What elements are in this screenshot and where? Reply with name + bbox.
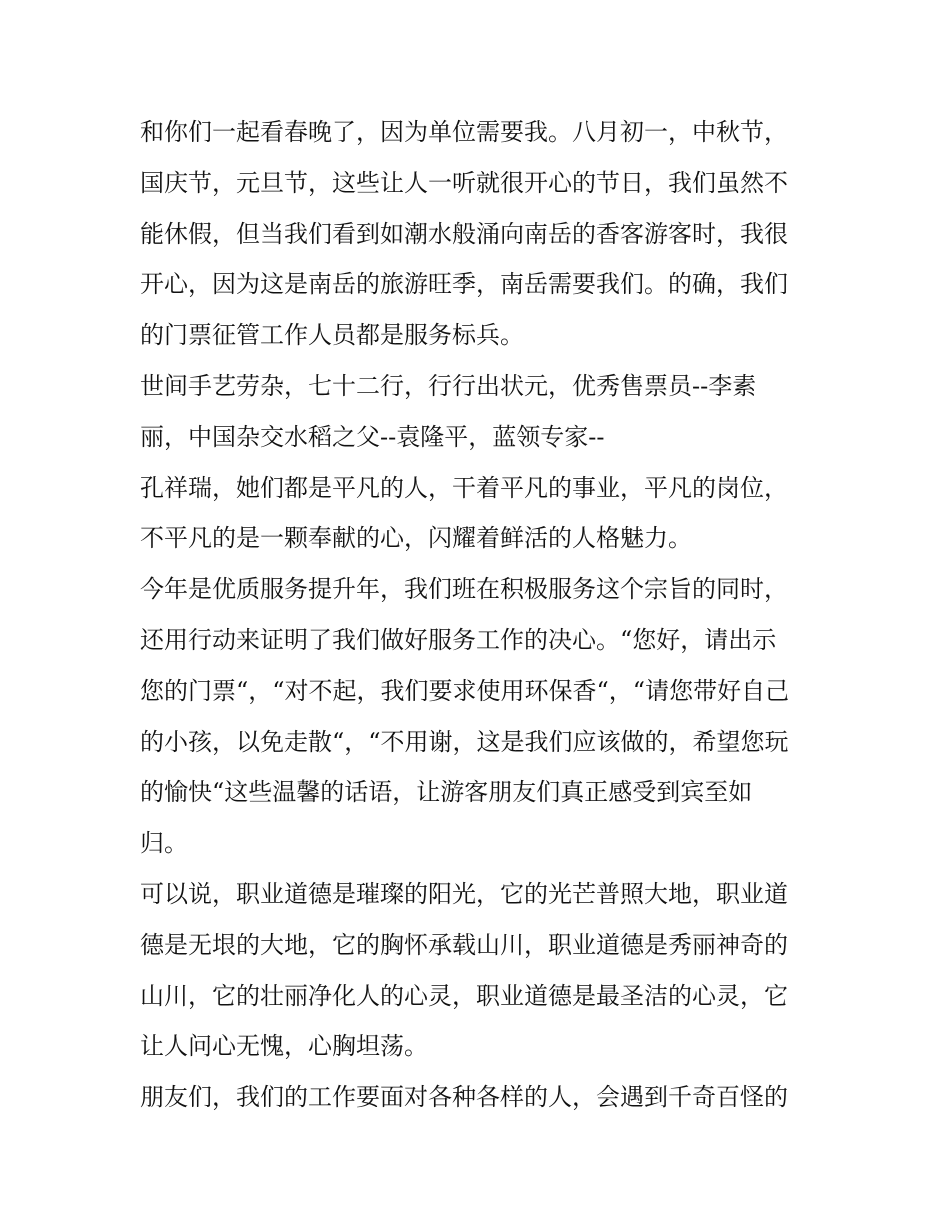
text-line: 朋友们，我们的工作要面对各种各样的人，会遇到千奇百怪的 xyxy=(140,1083,788,1112)
body-text xyxy=(140,107,820,1123)
text-line: 的愉快“这些温馨的话语，让游客朋友们真正感受到宾至如 xyxy=(140,778,753,807)
text-line: 今年是优质服务提升年，我们班在积极服务这个宗旨的同时， xyxy=(140,575,788,604)
text-line: 您的门票“，“对不起，我们要求使用环保香“，“请您带好自己 xyxy=(140,676,790,705)
text-line: 还用行动来证明了我们做好服务工作的决心。“您好，请出示 xyxy=(140,625,777,654)
text-line: 和你们一起看春晚了，因为单位需要我。八月初一，中秋节， xyxy=(140,118,788,146)
text-line: 世间手艺劳杂，七十二行，行行出状元，优秀售票员--李素 xyxy=(140,371,757,400)
text-line: 能休假，但当我们看到如潮水般涌向南岳的香客游客时，我很 xyxy=(140,219,788,248)
text-line: 的门票征管工作人员都是服务标兵。 xyxy=(140,321,524,350)
text-line: 可以说，职业道德是璀璨的阳光，它的光芒普照大地，职业道 xyxy=(140,879,788,908)
text-line: 的小孩，以免走散“，“不用谢，这是我们应该做的，希望您玩 xyxy=(140,727,789,756)
text-line: 归。 xyxy=(140,829,188,858)
text-line: 孔祥瑞，她们都是平凡的人，干着平凡的事业，平凡的岗位， xyxy=(140,473,788,502)
text-line: 山川，它的壮丽净化人的心灵，职业道德是最圣洁的心灵，它 xyxy=(140,981,788,1010)
text-line: 丽，中国杂交水稻之父--袁隆平，蓝领专家-- xyxy=(140,422,605,451)
text-line: 让人问心无愧，心胸坦荡。 xyxy=(140,1032,428,1061)
text-line: 国庆节，元旦节，这些让人一听就很开心的节日，我们虽然不 xyxy=(140,168,788,197)
text-line: 德是无垠的大地，它的胸怀承载山川，职业道德是秀丽神奇的 xyxy=(140,930,788,959)
text-line: 不平凡的是一颗奉献的心，闪耀着鲜活的人格魅力。 xyxy=(140,524,692,553)
text-line: 开心，因为这是南岳的旅游旺季，南岳需要我们。的确，我们 xyxy=(140,270,788,299)
